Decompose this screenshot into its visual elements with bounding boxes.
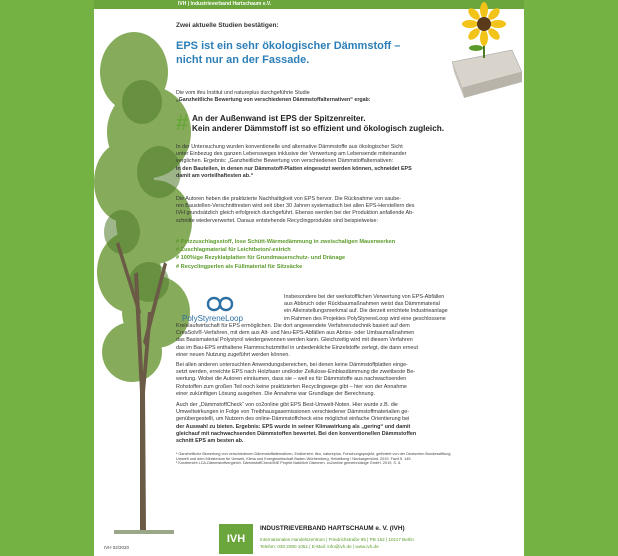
paragraph-2-line: schnitte wiederverwertet. Daraus entstehende Recyclingprodukte sind beispielweise: <box>176 217 378 224</box>
footnote: ¹ Ganzheitliche Bewertung von verschiedenen Dämmstoffalternativen. Endbericht. ifeu, natureplus, Forschungsprojekt, gefördert von der Deutschen Bundesstiftung <box>176 452 451 456</box>
paragraph-4 <box>176 362 506 398</box>
paragraph-4-line: setzt werden, erreichte EPS nach Holzfaser und/oder Zellulose-Einblasdämmung die zweitbeste Be- <box>176 369 416 376</box>
paragraph-3-line: das im Bau-EPS enthaltene Flammschutzmittel in unbedenkliche Einzelstoffe zerlegt, die dann erneut <box>176 344 419 351</box>
ivh-name: INDUSTRIEVERBAND HARTSCHAUM e. V. (IVH) <box>260 525 405 532</box>
intro-text: Zwei aktuelle Studien bestätigen: <box>176 22 279 29</box>
headline-line-2: nicht nur an der Fassade. <box>176 54 310 66</box>
recycling-list <box>176 238 395 271</box>
headline-line-1: EPS ist ein sehr ökologischer Dämmstoff – <box>176 40 401 52</box>
paragraph-1-line: In den Bauteilen, in denen nur Dämmstoff-Platten eingesetzt werden können, schneidet EPS <box>176 165 412 172</box>
footnote: ² Kurzbericht LCA-Dämmstoffvergleich. DämmstoffCheck/INE Projekt Natürlich Dämmen, co2online gemeinnützige GmbH, 2019, S. 6. <box>176 461 402 466</box>
paragraph-1-line: unter Einbezug des ganzen Lebensweges inklusive der Verwertung am Lebensende miteinander <box>176 151 407 158</box>
issue-label: IVH 02/2020 <box>104 545 130 550</box>
ivh-address: Internationales Handelszentrum | Friedrichstraße 95 | PB 152 | 10117 Berlin <box>260 537 414 542</box>
hash-icon: # <box>176 110 189 135</box>
paragraph-3-top <box>284 294 506 323</box>
paragraph-1-line: In der Untersuchung wurden konventionelle und alternative Dämmstoffe aus ökologischer Sicht <box>176 144 403 150</box>
logo-text: PolyStyreneLoop <box>182 314 243 323</box>
paragraph-5-line: Umweltwirkungen in Folge von Treibhausgasemissionen verschiedener Dämmstoffmaterialien ge- <box>176 409 410 416</box>
subhead-line-2: Kein anderer Dämmstoff ist so effizient und ökologisch zugleich. <box>192 124 445 133</box>
paragraph-5-line: der Auswahl zu bieten. Ergebnis: EPS wurde in seiner Klimawirkung als „gering“ und damit <box>176 423 411 430</box>
loop-icon <box>200 294 240 314</box>
paragraph-5 <box>176 402 506 445</box>
header-text: IVH | Industrieverband Hartschaum e.V. <box>178 1 272 7</box>
paragraph-3-line: aus Abbruch oder Rückbaumaßnahmen weist das Dämmmaterial <box>284 301 440 308</box>
paragraph-5-line: Auch der „DämmstoffCheck“ von co2online gibt EPS Best-Umwelt-Noten. Hier wurde z.B. die <box>176 402 398 408</box>
paragraph-4-line: Bei allen anderen untersuchten Anwendungsbereichen, bei denen keine Dämmstoffplatten einge- <box>176 362 408 368</box>
ivh-contact: Telefon: 030 2090 1051 | E-Mail: info@ivh.de | www.ivh.de <box>260 544 379 549</box>
study-line-1: Die vom ifeu Institut und natureplus durchgeführte Studie <box>176 90 310 96</box>
paragraph-4-line: wertung. Wobei die Autoren einräumen, dass sie – weil es für Dämmstoffe aus nachwachsenden <box>176 376 407 383</box>
paragraph-3-line: einer neuen Nutzung zugeführt werden können. <box>176 351 290 358</box>
document-sheet <box>94 0 524 556</box>
paragraph-3-line: Kreislaufwirtschaft für EPS ermöglichen. Die dort angewendete Verfahrenstechnik basiert auf dem <box>176 323 410 329</box>
paragraph-1 <box>176 144 506 180</box>
paragraph-2 <box>176 196 506 225</box>
subhead-line-1: An der Außenwand ist EPS der Spitzenreiter. <box>192 114 366 123</box>
paragraph-4-line: einer zukünftigen Lösung ausgehen. Die Annahme war Grundlage der Berechnung. <box>176 390 375 397</box>
paragraph-3-line: das Basismaterial Polystyrol wiedergewonnen werden kann. Gleichzeitig wird mit diesem Verfahren <box>176 337 413 344</box>
study-line-2: „Ganzheitliche Bewertung von verschiedenen Dämmstoffalternativen“ ergab: <box>176 97 371 103</box>
paragraph-3-line: Insbesondere bei der werkstofflichen Verwertung von EPS-Abfällen <box>284 294 445 300</box>
paragraph-5-line: gleichauf mit nachwachsenden Dämmstoffen bewertet. Bei den konventionellen Dämmstoffen <box>176 430 417 437</box>
footnotes <box>176 452 506 466</box>
paragraph-3-line: CreaSolv®-Verfahren, mit dem aus Alt- und Neu-EPS-Abfällen aus Abriss- oder Umbaumaßnahmen <box>176 330 415 337</box>
list-item: # Recyclingperlen als Füllmaterial für Sitzsäcke <box>176 263 303 270</box>
ivh-logo: IVH <box>219 524 253 554</box>
paragraph-2-line: ren Baustellen-Verschnittresten wird seit über 30 Jahren systematisch bei allen EPS-Herstellern des <box>176 203 415 210</box>
left-green-margin <box>0 0 94 556</box>
paragraph-4-line: Rohstoffen zum großen Teil noch keine praktizierten Recyclingwege gibt – hier von der Annahme <box>176 383 407 390</box>
list-item: # Zuschlagmaterial für Leichtbeton/-estrich <box>176 247 291 254</box>
paragraph-3-line: ein Alleinstellungsmerkmal auf. Die derzeit errichtete Industrieanlage <box>284 308 448 315</box>
list-item: # Putzzuschlagsstoff, lose Schütt-Wärmedämmung in zweischaligen Mauerwerken <box>176 239 396 245</box>
paragraph-5-line: genübergestellt, um Nutzern des online-Dämmstoffcheck eine möglichst einfache Orientierung bei <box>176 416 410 423</box>
footnote: Umwelt und dem Ministerium für Umwelt, Klima und Energiewirtschaft Baden-Württemberg, Heidelberg / Neckargemünd, 2019. Fazit 5. 145. <box>176 456 412 461</box>
list-item: # 100%ige Rezyklatplatten für Grundmauerschutz- und Dränage <box>176 255 346 262</box>
paragraph-5-line: schnitt EPS am besten ab. <box>176 438 244 445</box>
paragraph-2-line: Die Autoren heben die praktizierte Nachhaltigkeit von EPS hervor. Die Rücknahme von saube- <box>176 196 402 202</box>
paragraph-2-line: IVH grundsätzlich gleich erfolgreich durchgeführt. Ebenso werden bei der Produktion anfallende Ab- <box>176 210 414 217</box>
polystyreneloop-logo <box>182 294 266 328</box>
paragraph-3-bottom <box>176 323 506 359</box>
paragraph-1-line: damit am vorteilhaftesten ab.“ <box>176 172 254 179</box>
paragraph-1-line: verglichen. Ergebnis: „Ganzheitliche Bewertung von verschiedenen Dämmstoffalternativen: <box>176 158 394 165</box>
right-green-margin <box>524 0 618 556</box>
paragraph-3-line: im Rahmen des Projektes PolyStyreneLoop wird eine geschlossene <box>284 315 446 322</box>
sunflower-illustration <box>442 2 524 98</box>
